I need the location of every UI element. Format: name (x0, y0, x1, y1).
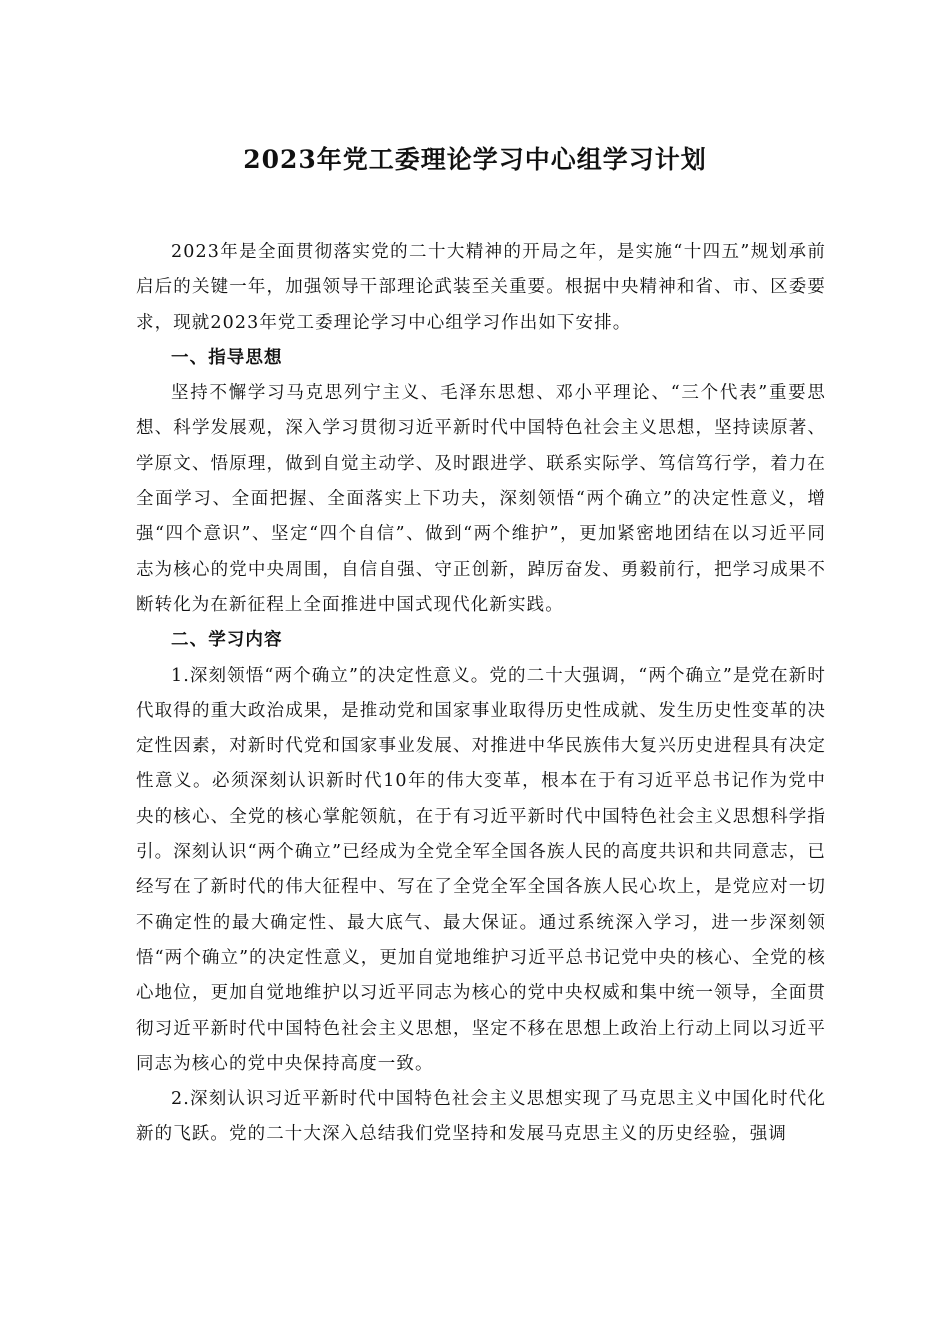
document-body (136, 235, 826, 1153)
section-heading-study-content: 二、学习内容 (171, 630, 283, 651)
section-heading-guiding-ideology: 一、指导思想 (171, 347, 283, 368)
study-content-paragraph-1: 1.深刻领悟“两个确立”的决定性意义。党的二十大强调，“两个确立”是党在新时代取得的重大政治成果，是推动党和国家事业取得历史性成就、发生历史性变革的决定性因素，对新时代党和国家事业发展、对推进中华民族伟大复兴历史进程具有决定性意义。必须深刻认识新时代10年的伟大变革，根本在于有习近平总书记作为党中央的核心、全党的核心掌舵领航，在于有习近平新时代中国特色社会主义思想科学指引。深刻认识“两个确立”已经成为全党全军全国各族人民的高度共识和共同意志，已经写在了新时代的伟大征程中、写在了全党全军全国各族人民心坎上，是党应对一切不确定性的最大确定性、最大底气、最大保证。通过系统深入学习，进一步深刻领悟“两个确立”的决定性意义，更加自觉地维护习近平总书记党中央的核心、全党的核心地位，更加自觉地维护以习近平同志为核心的党中央权威和集中统一领导，全面贯彻习近平新时代中国特色社会主义思想，坚定不移在思想上政治上行动上同以习近平同志为核心的党中央保持高度一致。 (136, 665, 826, 1074)
study-content-paragraph-2: 2.深刻认识习近平新时代中国特色社会主义思想实现了马克思主义中国化时代化新的飞跃。党的二十大深入总结我们党坚持和发展马克思主义的历史经验，强调 (136, 1089, 826, 1145)
intro-paragraph: 2023年是全面贯彻落实党的二十大精神的开局之年，是实施“十四五”规划承前启后的关键一年，加强领导干部理论武装至关重要。根据中央精神和省、市、区委要求，现就2023年党工委理论学习中心组学习作出如下安排。 (136, 242, 826, 333)
document-title: 2023年党工委理论学习中心组学习计划 (243, 145, 707, 174)
guiding-ideology-paragraph: 坚持不懈学习马克思列宁主义、毛泽东思想、邓小平理论、“三个代表”重要思想、科学发展观，深入学习贯彻习近平新时代中国特色社会主义思想，坚持读原著、学原文、悟原理，做到自觉主动学、及时跟进学、联系实际学、笃信笃行学，着力在全面学习、全面把握、全面落实上下功夫，深刻领悟“两个确立”的决定性意义，增强“四个意识”、坚定“四个自信”、做到“两个维护”，更加紧密地团结在以习近平同志为核心的党中央周围，自信自强、守正创新，踔厉奋发、勇毅前行，把学习成果不断转化为在新征程上全面推进中国式现代化新实践。 (136, 383, 826, 615)
